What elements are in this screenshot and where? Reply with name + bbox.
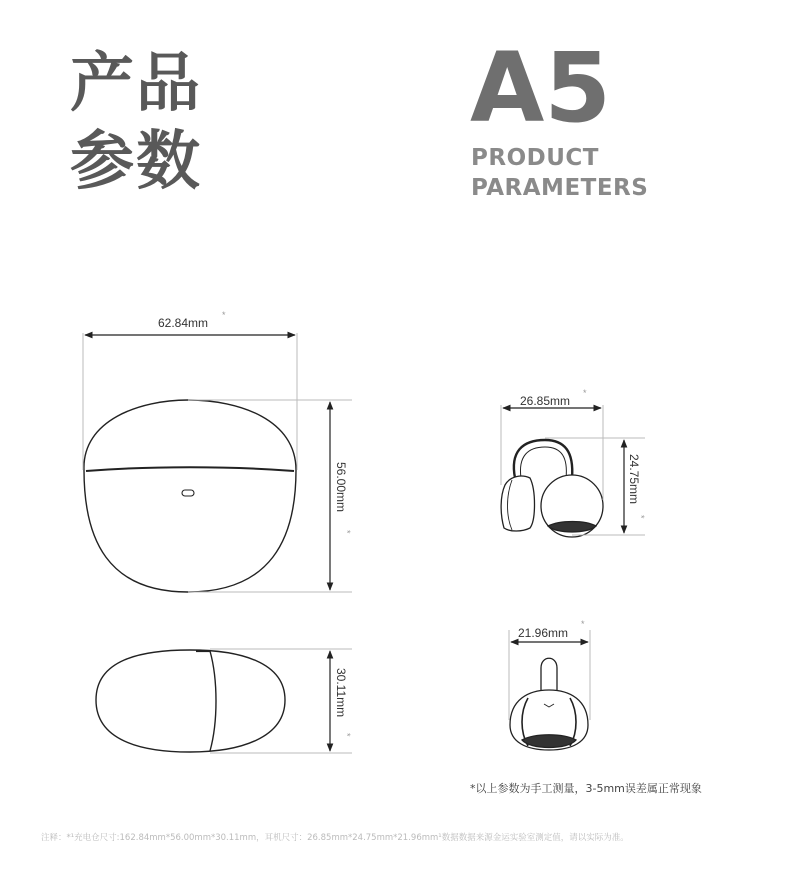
earbud-front-view bbox=[510, 658, 588, 750]
subtitle-line-1: PRODUCT bbox=[471, 145, 599, 171]
case-front-view bbox=[84, 400, 296, 592]
case-height-asterisk: * bbox=[342, 530, 352, 534]
model-name: A5 bbox=[470, 32, 612, 144]
earbud-height-label: 24.75mm bbox=[627, 454, 641, 505]
title-line-1: 产品 bbox=[70, 47, 202, 121]
case-width-asterisk: * bbox=[222, 310, 226, 320]
earbud-depth-asterisk: * bbox=[581, 619, 585, 629]
case-width-label: 62.84mm bbox=[158, 316, 209, 330]
title-line-2: 参数 bbox=[70, 125, 202, 199]
earbud-height-asterisk: * bbox=[636, 515, 646, 519]
measurement-note: *以上参数为手工测量，3-5mm误差属正常现象 bbox=[470, 782, 702, 795]
case-height-label: 56.00mm bbox=[334, 462, 348, 513]
case-depth-label: 30.11mm bbox=[334, 668, 348, 718]
subtitle-line-2: PARAMETERS bbox=[471, 175, 649, 201]
earbud-depth-label: 21.96mm bbox=[518, 626, 569, 640]
case-depth-asterisk: * bbox=[342, 733, 352, 737]
case-side-view bbox=[96, 650, 285, 752]
earbud-width-asterisk: * bbox=[583, 388, 587, 398]
earbud-side-view bbox=[501, 440, 603, 537]
footnote: 注释：*¹充电仓尺寸:162.84mm*56.00mm*30.11mm，耳机尺寸：26.85mm*24.75mm*21.96mm¹数据数据来源金运实验室测定值，请以实际为准。 bbox=[41, 833, 629, 843]
earbud-width-label: 26.85mm bbox=[520, 394, 571, 408]
